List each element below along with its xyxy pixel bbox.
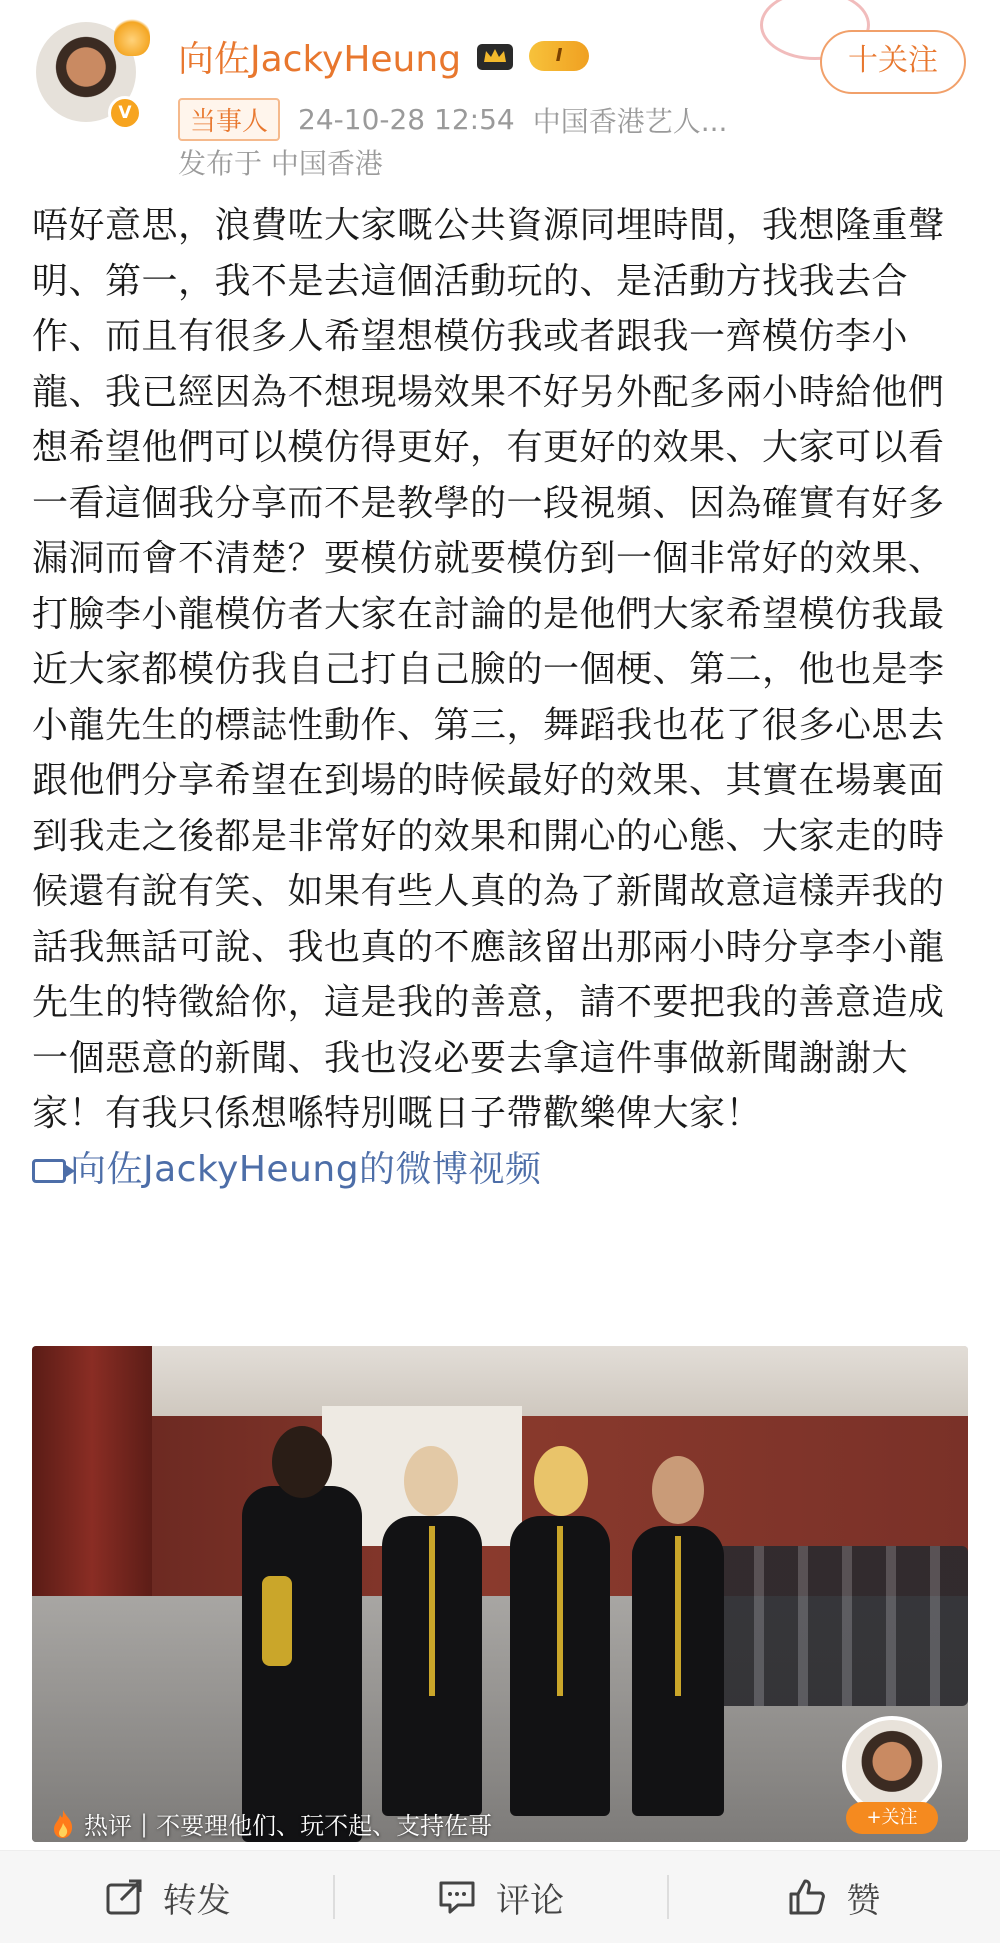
crown-icon xyxy=(475,40,515,72)
post-location: 发布于 中国香港 xyxy=(178,147,383,180)
video-player[interactable] xyxy=(32,1346,968,1842)
hot-comment-text: 不要理他们、玩不起、支持佐哥 xyxy=(156,1812,493,1840)
video-person-1-head xyxy=(272,1426,332,1498)
repost-icon xyxy=(103,1876,145,1918)
video-person-2-head xyxy=(404,1446,458,1516)
comment-button[interactable] xyxy=(333,1851,666,1943)
post-source: 中国香港艺人... xyxy=(532,104,728,138)
like-label: 赞 xyxy=(846,1880,881,1921)
video-camera-icon xyxy=(32,1159,66,1183)
meta-row xyxy=(178,98,727,141)
post-text: 唔好意思，浪費咗大家嘅公共資源同埋時間，我想隆重聲明、第一，我不是去這個活動玩的、是活動方找我去合作、而且有很多人希望想模仿我或者跟我一齊模仿李小龍、我已經因為不想現場效果不好另外配多兩小時給他們想希望他們可以模仿得更好，有更好的效果、大家可以看一看這個我分享而不是教學的一段視頻、因為確實有好多漏洞而會不清楚？要模仿就要模仿到一個非常好的效果、打臉李小龍模仿者大家在討論的是他們大家希望模仿我最近大家都模仿我自己打自己臉的一個梗、第二，他也是李小龍先生的標誌性動作、第三，舞蹈我也花了很多心思去跟他們分享希望在到場的時候最好的效果、其實在場裏面到我走之後都是非常好的效果和開心的心態、大家走的時候還有說有笑、如果有些人真的為了新聞故意這樣弄我的話我無話可說、我也真的不應該留出那兩小時分享李小龍先生的特徵給你，這是我的善意，請不要把我的善意造成一個惡意的新聞、我也沒必要去拿這件事做新聞謝謝大家！有我只係想喺特別嘅日子帶歡樂俾大家！ xyxy=(32,205,945,1134)
thumbs-up-icon xyxy=(786,1876,828,1918)
verified-icon: V xyxy=(108,96,142,130)
like-button[interactable] xyxy=(667,1851,1000,1943)
video-link-label: 向佐JackyHeung的微博视频 xyxy=(70,1148,542,1190)
video-follow-button[interactable]: +关注 xyxy=(846,1802,938,1834)
name-row xyxy=(178,28,589,84)
post-timestamp: 24-10-28 12:54 xyxy=(298,103,515,136)
author-name[interactable]: 向佐JackyHeung xyxy=(178,38,462,80)
repost-label: 转发 xyxy=(162,1880,231,1921)
repost-button[interactable] xyxy=(0,1851,333,1943)
video-person-2-trim xyxy=(429,1526,435,1696)
comment-label: 评论 xyxy=(495,1880,564,1921)
video-person-4-trim xyxy=(675,1536,681,1696)
party-tag: 当事人 xyxy=(178,98,280,141)
fire-icon xyxy=(50,1809,76,1839)
hot-comment-label: 热评 xyxy=(84,1812,132,1840)
hot-comment-bar[interactable] xyxy=(50,1806,492,1841)
video-person-3-trim xyxy=(557,1526,563,1696)
avatar-frame-flame-icon xyxy=(114,16,150,56)
level-badge: I xyxy=(529,41,589,71)
post-header xyxy=(0,0,1000,190)
author-avatar[interactable] xyxy=(36,22,146,132)
video-person-1-embroidery xyxy=(262,1576,292,1666)
post-body xyxy=(32,198,972,1197)
video-author-avatar[interactable] xyxy=(842,1716,942,1816)
hot-comment-divider: | xyxy=(140,1809,149,1838)
video-person-3-head xyxy=(534,1446,588,1516)
video-person-1 xyxy=(242,1486,362,1842)
video-link[interactable] xyxy=(32,1149,542,1190)
comment-icon xyxy=(436,1876,478,1918)
follow-button[interactable]: 十关注 xyxy=(820,30,966,94)
video-scene-ceiling xyxy=(152,1346,968,1416)
video-person-4-head xyxy=(652,1456,704,1524)
action-bar xyxy=(0,1850,1000,1943)
